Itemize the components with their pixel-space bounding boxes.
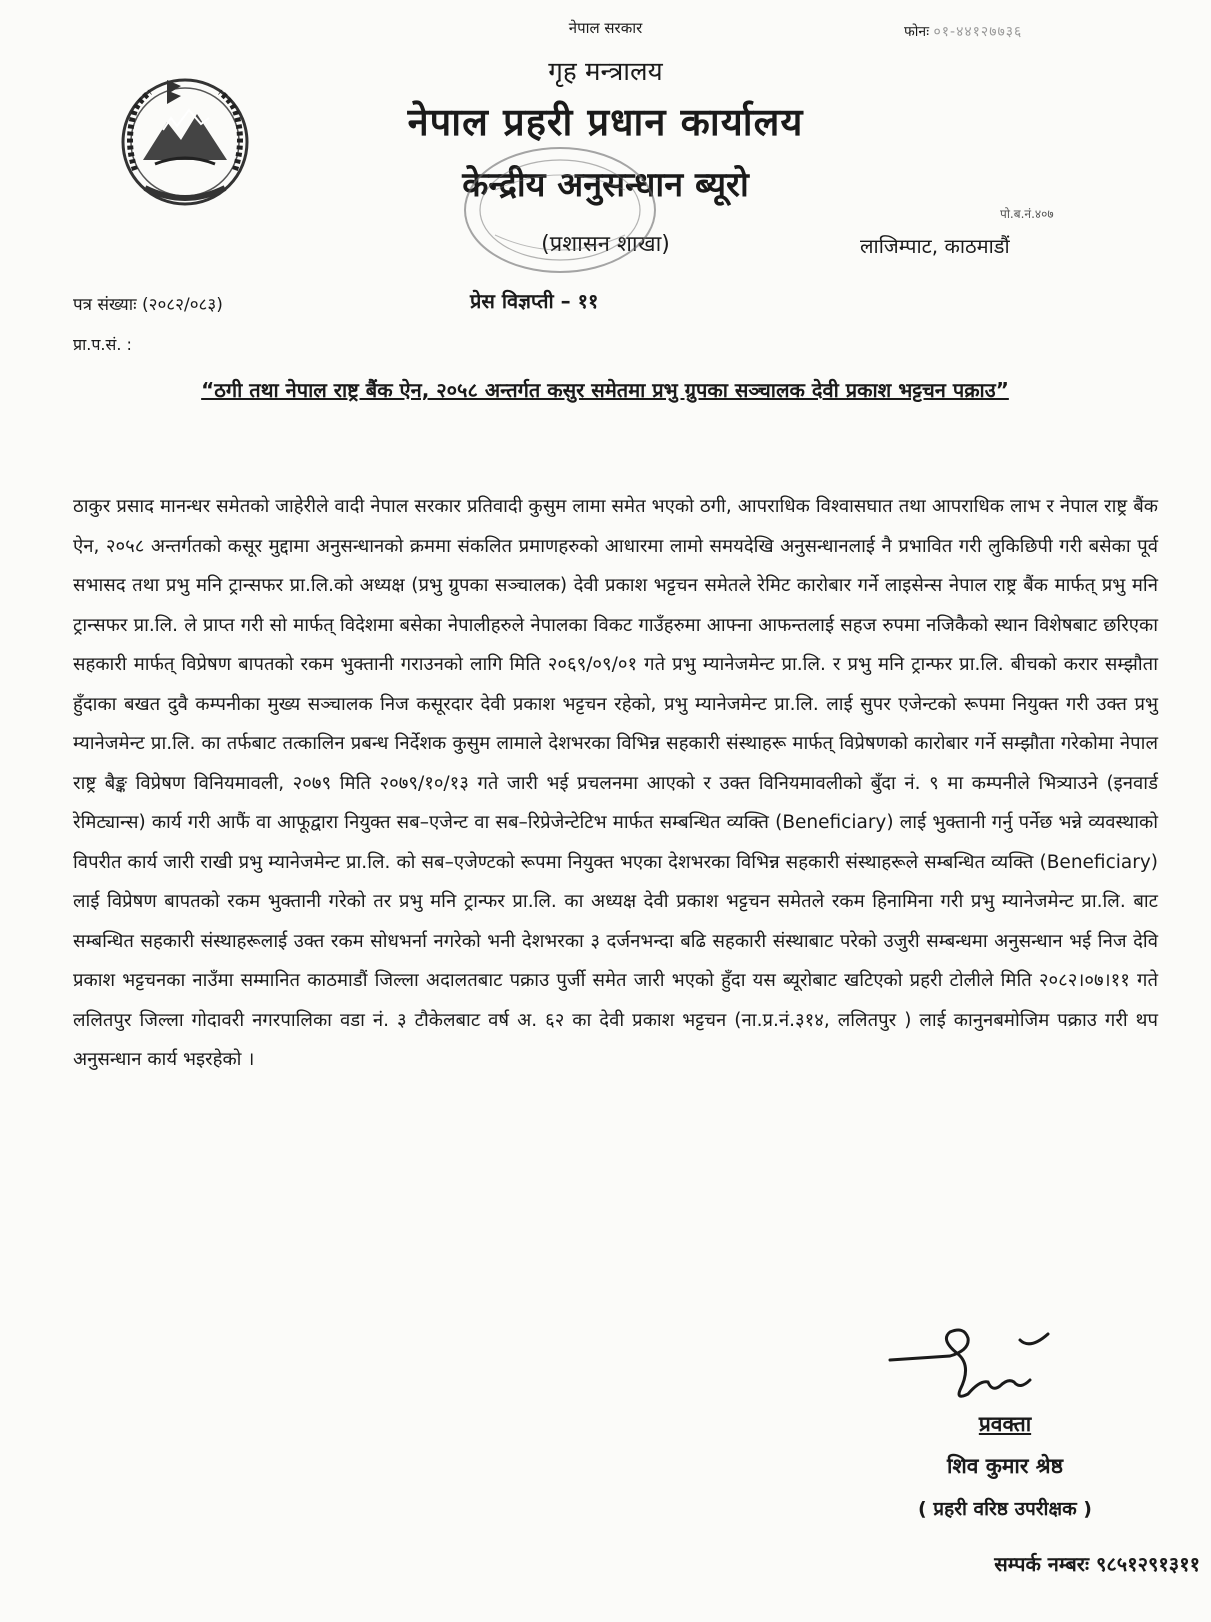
signatory-title: प्रवक्ता	[978, 1412, 1032, 1436]
phone-number: ०१-४४१२७७३६	[933, 24, 1023, 40]
government-label: नेपाल सरकार	[568, 19, 643, 37]
office-stamp-icon	[455, 140, 665, 280]
office-name: नेपाल प्रहरी प्रधान कार्यालय	[407, 100, 804, 144]
press-headline: “ठगी तथा नेपाल राष्ट्र बैंक ऐन, २०५८ अन्तर्गत कसुर समेतमा प्रभु ग्रुपका सञ्चालक देवी प्रकाश भट्टचन पक्राउ”	[201, 378, 1009, 402]
phone-line	[904, 22, 1022, 41]
letter-number: पत्र संख्याः (२०८२/०८३)	[73, 295, 223, 315]
signatory-rank: ( प्रहरी वरिष्ठ उपरीक्षक )	[918, 1498, 1092, 1520]
bureau-name: केन्द्रीय अनुसन्धान ब्यूरो	[462, 165, 749, 205]
office-address: लाजिम्पाट, काठमाडौं	[860, 234, 1010, 258]
po-box: पो.ब.नं.४०७	[1000, 207, 1054, 221]
signature-icon	[880, 1320, 1060, 1410]
press-release-number: प्रेस विज्ञप्ती – ११	[470, 289, 599, 313]
ministry-name: गृह मन्त्रालय	[548, 57, 663, 87]
admin-section: (प्रशासन शाखा)	[541, 232, 670, 257]
press-body: ठाकुर प्रसाद मानन्धर समेतको जाहेरीले वादी नेपाल सरकार प्रतिवादी कुसुम लामा समेत भएको ठगी, आपराधिक विश्वासघात तथा आपराधिक लाभ र नेपाल राष्ट्र बैंक ऐन, २०५८ अन्तर्गतको कसूर मुद्दामा अनुसन्धानको क्रममा संकलित प्रमाणहरुको आधारमा लामो समयदेखि अनुसन्धानलाई नै प्रभावित गरी लुकिछिपी गरी बसेका पूर्व सभासद तथा प्रभु मनि ट्रान्सफर प्रा.लि.को अध्यक्ष (प्रभु ग्रुपका सञ्चालक) देवी प्रकाश भट्टचन समेतले रेमिट कारोबार गर्ने लाइसेन्स नेपाल राष्ट्र बैंक मार्फत् प्रभु मनि ट्रान्सफर प्रा.लि. ले प्राप्त गरी सो मार्फत् विदेशमा बसेका नेपालीहरुले नेपालका विकट गाउँहरुमा आफ्ना आफन्तलाई सहज रुपमा नजिकैको स्थान विशेषबाट छरिएका सहकारी मार्फत् विप्रेषण बापतको रकम भुक्तानी गराउनको लागि मिति २०६९/०९/०१ गते प्रभु म्यानेजमेन्ट प्रा.लि. र प्रभु मनि ट्रान्फर प्रा.लि. बीचको करार सम्झौता हुँदाका बखत दुवै कम्पनीका मुख्य सञ्चालक निज कसूरदार देवी प्रकाश भट्टचन रहेको, प्रभु म्यानेजमेन्ट प्रा.लि. लाई सुपर एजेन्टको रूपमा नियुक्त गरी उक्त प्रभु म्यानेजमेन्ट प्रा.लि. का तर्फबाट तत्कालिन प्रबन्ध निर्देशक कुसुम लामाले देशभरका विभिन्न सहकारी संस्थाहरू मार्फत् विप्रेषणको कारोबार गर्ने सम्झौता गरेकोमा नेपाल राष्ट्र बैङ्क विप्रेषण विनियमावली, २०७९ मिति २०७९/१०/१३ गते जारी भई प्रचलनमा आएको र उक्त विनियमावलीको बुँदा नं. ९ मा कम्पनीले भित्र्याउने (इनवार्ड रेमिट्यान्स) कार्य गरी आफैं वा आफूद्वारा नियुक्त सब–एजेन्ट वा सब–रिप्रेजेन्टेटिभ मार्फत सम्बन्धित व्यक्ति (Beneficiary) लाई भुक्तानी गर्नु पर्नेछ भन्ने व्यवस्थाको विपरीत कार्य जारी राखी प्रभु म्यानेजमेन्ट प्रा.लि. को सब–एजेण्टको रूपमा नियुक्त भएका देशभरका विभिन्न सहकारी संस्थाहरूले सम्बन्धित व्यक्ति (Beneficiary) लाई विप्रेषण बापतको रकम भुक्तानी गरेको तर प्रभु मनि ट्रान्फर प्रा.लि. का अध्यक्ष देवी प्रकाश भट्टचन समेतले रकम हिनामिना गरी प्रभु म्यानेजमेन्ट प्रा.लि. बाट सम्बन्धित सहकारी संस्थाहरूलाई उक्त रकम सोधभर्ना नगरेको भनी देशभरका ३ दर्जनभन्दा बढि सहकारी संस्थाबाट परेको उजुरी सम्बन्धमा अनुसन्धान भई निज देवि प्रकाश भट्टचनका नाउँमा सम्मानित काठमाडौं जिल्ला अदालतबाट पक्राउ पुर्जी समेत जारी भएको हुँदा यस ब्यूरोबाट खटिएको प्रहरी टोलीले मिति २०८२।०७।११ गते ललितपुर जिल्ला गोदावरी नगरपालिका वडा नं. ३ टौकेलबाट वर्ष अ. ६२ का देवी प्रकाश भट्टचन (ना.प्र.नं.३१४, ललितपुर ) लाई कानुनबमोजिम पक्राउ गरी थप अनुसन्धान कार्य भइरहेको ।	[73, 496, 1158, 1070]
reference-label: प्रा.प.सं. :	[73, 335, 132, 354]
contact-number: सम्पर्क नम्बरः ९८५१२९१३११	[994, 1552, 1200, 1576]
phone-label: फोनः	[904, 24, 930, 40]
signatory-name: शिव कुमार श्रेष्ठ	[947, 1454, 1063, 1478]
